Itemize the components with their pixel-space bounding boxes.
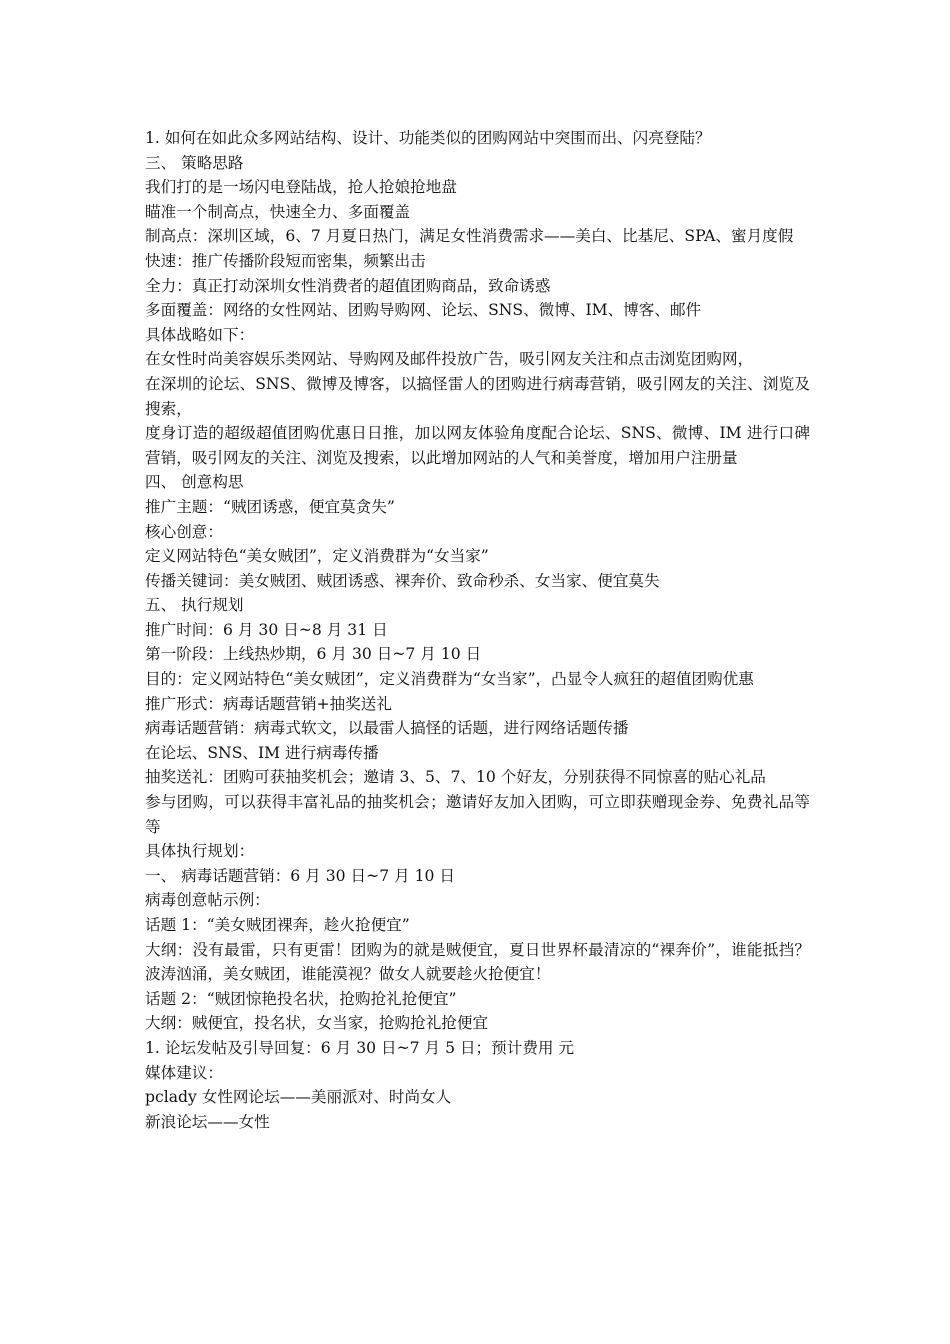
paragraph: 具体战略如下：	[145, 325, 255, 344]
paragraph: 制高点：深圳区域，6、7 月夏日热门，满足女性消费需求——美白、比基尼、SPA、蜜月度假	[145, 227, 794, 246]
paragraph: 在论坛、SNS、IM 进行病毒传播	[145, 743, 379, 762]
paragraph: 话题 2：“贼团惊艳投名状，抢购抢礼抢便宜”	[145, 989, 457, 1008]
paragraph: 传播关键词：美女贼团、贼团诱惑、裸奔价、致命秒杀、女当家、便宜莫失	[145, 571, 660, 590]
paragraph: 推广时间：6 月 30 日~8 月 31 日	[145, 620, 388, 639]
paragraph: 大纲：没有最雷，只有更雷！团购为的就是贼便宜，夏日世界杯最清凉的“裸奔价”，谁能抵挡？波涛汹涌，美女贼团，谁能漠视？做女人就要趁火抢便宜！	[145, 940, 810, 984]
section-heading-strategy: 三、 策略思路	[145, 153, 244, 172]
paragraph: 瞄准一个制高点，快速全力、多面覆盖	[145, 202, 411, 221]
paragraph: 全力：真正打动深圳女性消费者的超值团购商品，致命诱惑	[145, 276, 551, 295]
paragraph: 在深圳的论坛、SNS、微博及博客，以搞怪雷人的团购进行病毒营销，吸引网友的关注、浏览及搜索，	[145, 374, 810, 418]
paragraph: 参与团购，可以获得丰富礼品的抽奖机会；邀请好友加入团购，可立即获赠现金券、免费礼品等等	[145, 793, 810, 836]
paragraph: 定义网站特色“美女贼团”，定义消费群为“女当家”	[145, 547, 489, 566]
paragraph: 新浪论坛——女性	[145, 1112, 270, 1131]
paragraph: 推广形式：病毒话题营销+抽奖送礼	[145, 694, 392, 713]
paragraph: 病毒话题营销：病毒式软文，以最雷人搞怪的话题，进行网络话题传播	[145, 719, 629, 738]
paragraph: 在女性时尚美容娱乐类网站、导购网及邮件投放广告，吸引网友关注和点击浏览团购网，	[145, 350, 754, 369]
paragraph: 度身订造的超级超值团购优惠日日推，加以网友体验角度配合论坛、SNS、微博、IM 进行口碑营销，吸引网友的关注、浏览及搜索，以此增加网站的人气和美誉度，增加用户注册量	[145, 424, 810, 467]
paragraph: 具体执行规划：	[145, 842, 255, 861]
paragraph: 快速：推广传播阶段短而密集，频繁出击	[145, 251, 426, 270]
section-heading-creative: 四、 创意构思	[145, 473, 244, 492]
list-item-heading: 1. 如何在如此众多网站结构、设计、功能类似的团购网站中突围而出、闪亮登陆？	[145, 129, 711, 147]
document-body	[145, 126, 810, 1134]
paragraph: 媒体建议：	[145, 1063, 223, 1082]
paragraph: 话题 1：“美女贼团裸奔，趁火抢便宜”	[145, 916, 410, 934]
paragraph: 目的：定义网站特色“美女贼团”，定义消费群为“女当家”，凸显令人疯狂的超值团购优惠	[145, 670, 754, 689]
paragraph: 多面覆盖：网络的女性网站、团购导购网、论坛、SNS、微博、IM、博客、邮件	[145, 301, 702, 320]
paragraph: 抽奖送礼：团购可获抽奖机会；邀请 3、5、7、10 个好友，分别获得不同惊喜的贴心礼品	[145, 768, 766, 787]
paragraph: 核心创意：	[145, 522, 223, 541]
paragraph: 第一阶段：上线热炒期，6 月 30 日~7 月 10 日	[145, 645, 482, 664]
paragraph: pclady 女性网论坛——美丽派对、时尚女人	[145, 1088, 452, 1107]
list-item-forum-posting: 1. 论坛发帖及引导回复：6 月 30 日~7 月 5 日；预计费用 元	[145, 1038, 575, 1057]
paragraph: 病毒创意帖示例：	[145, 891, 270, 910]
subsection-heading-viral: 一、 病毒话题营销：6 月 30 日~7 月 10 日	[145, 866, 456, 885]
paragraph: 大纲：贼便宜，投名状，女当家，抢购抢礼抢便宜	[145, 1014, 489, 1033]
section-heading-execution: 五、 执行规划	[145, 596, 244, 615]
paragraph: 推广主题：“贼团诱惑，便宜莫贪失”	[145, 497, 395, 516]
paragraph: 我们打的是一场闪电登陆战，抢人抢娘抢地盘	[145, 178, 457, 197]
